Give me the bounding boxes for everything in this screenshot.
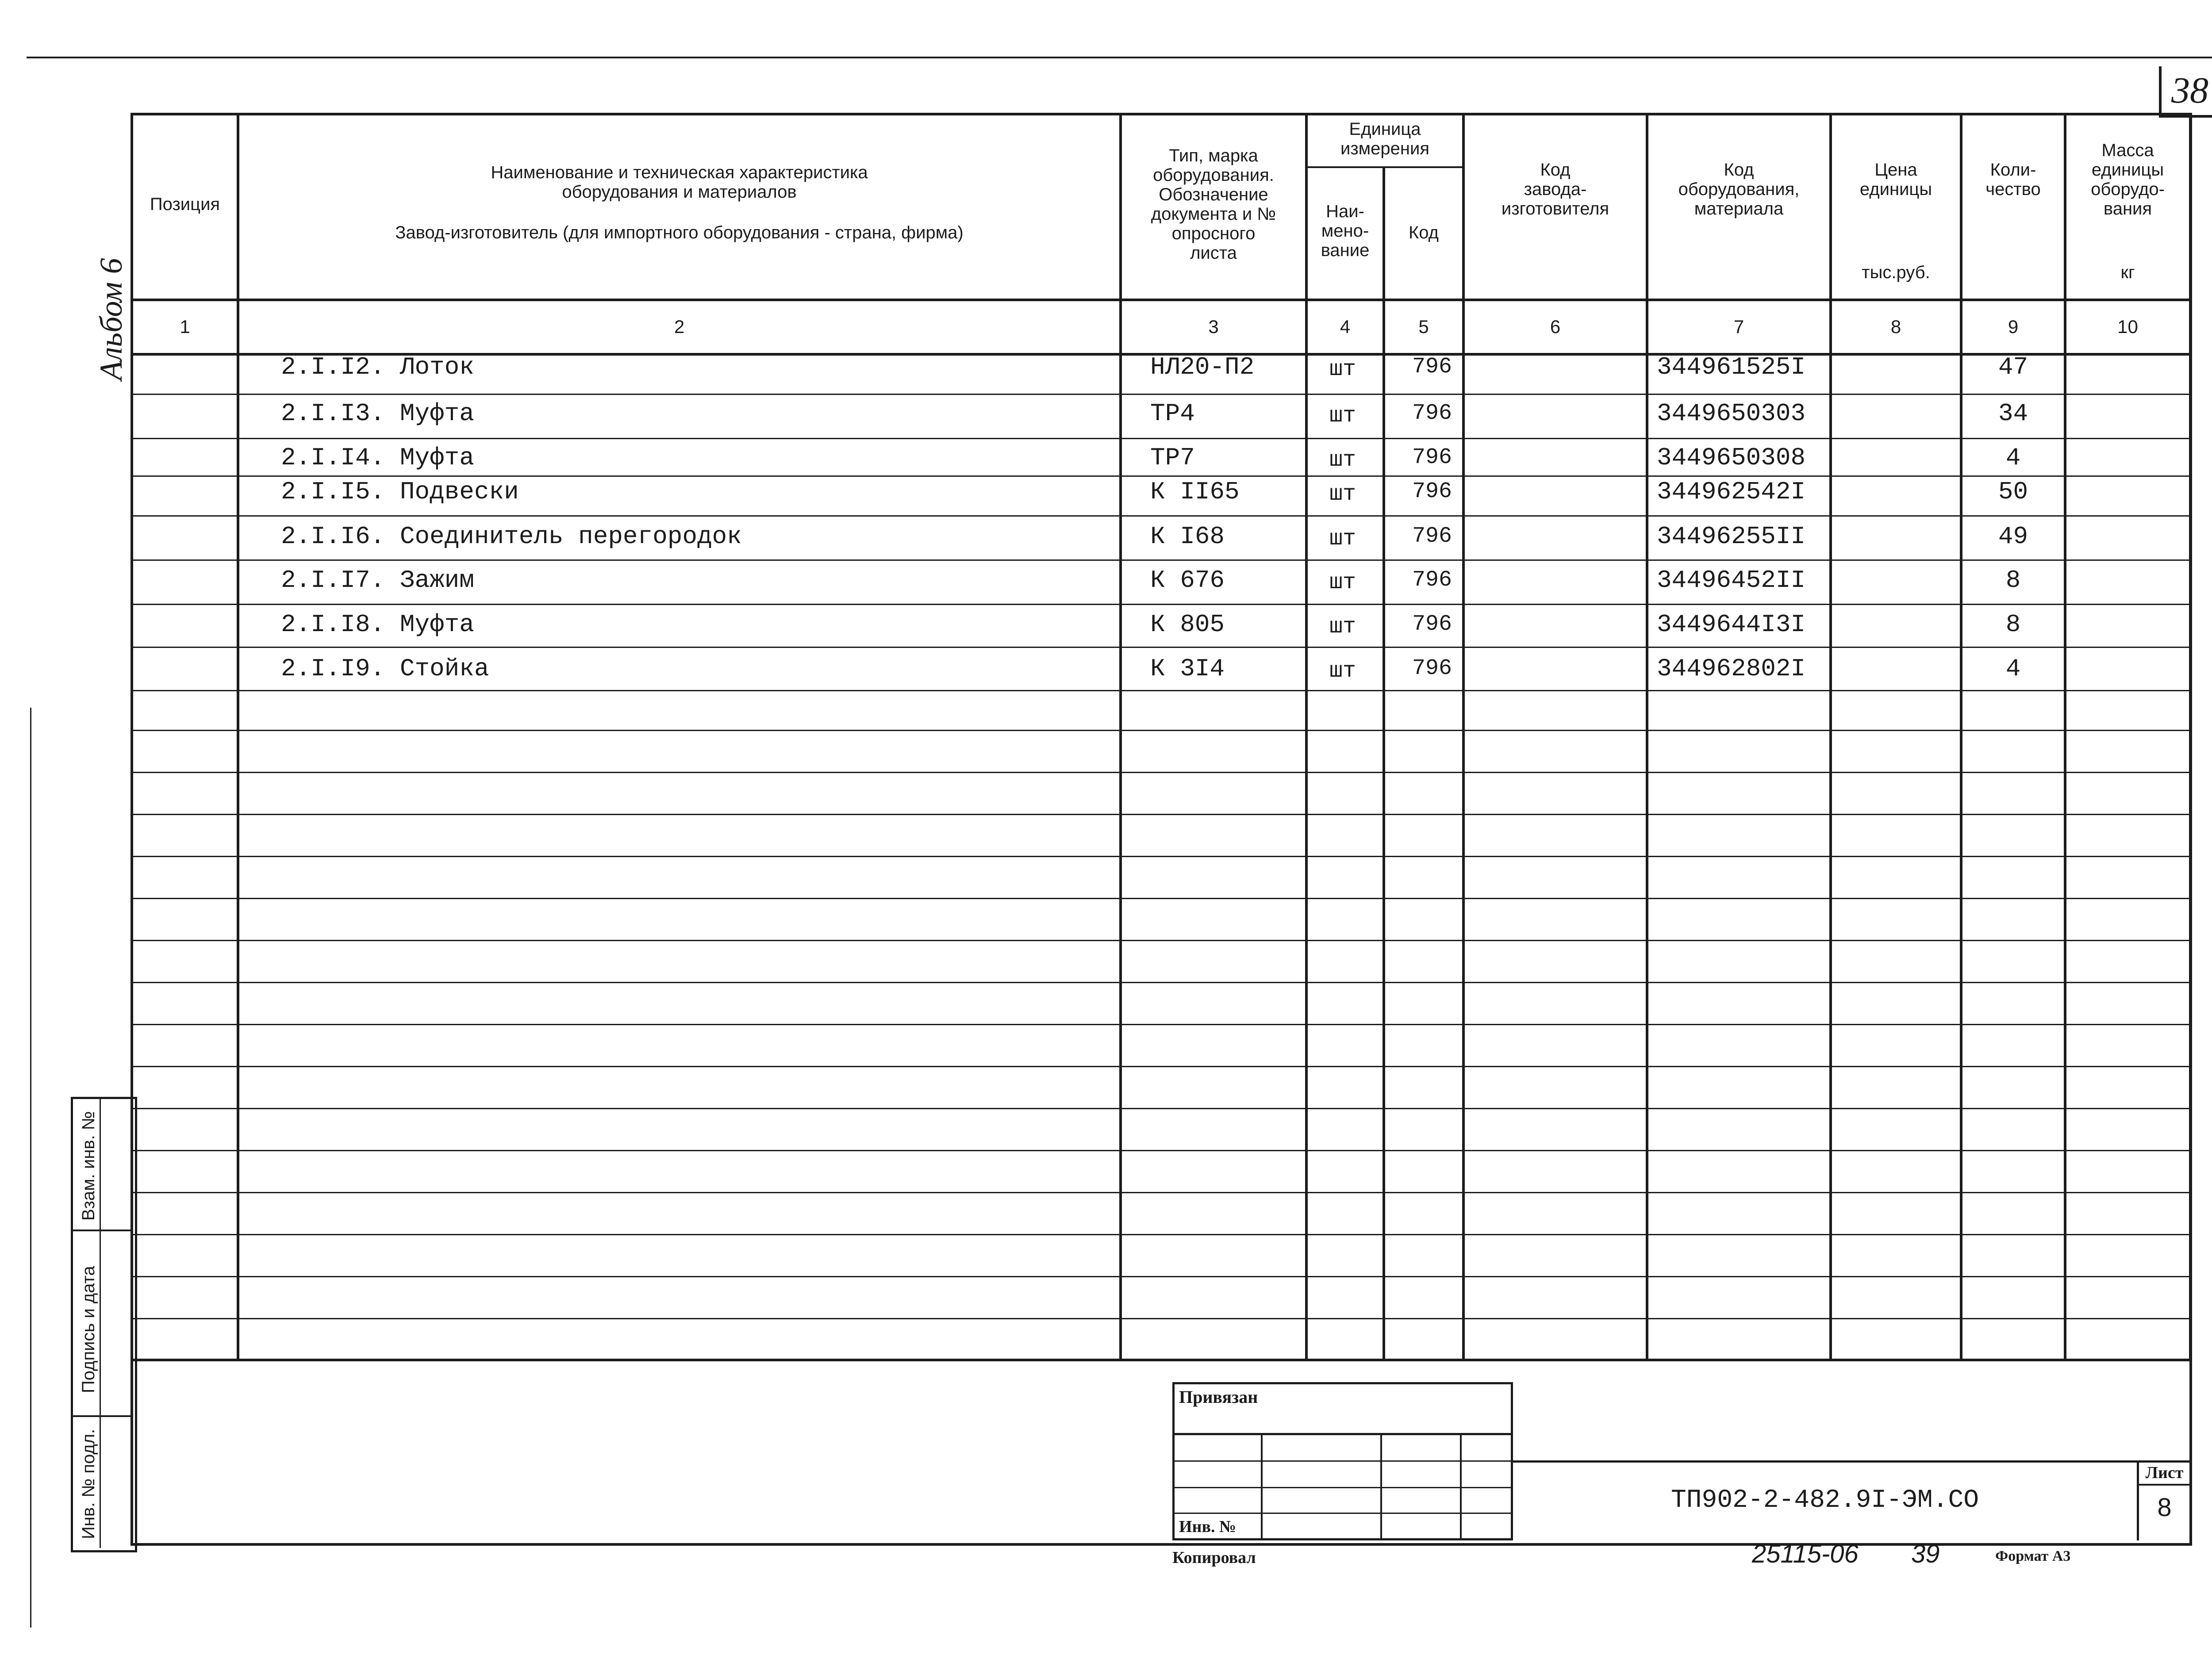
row-separator-line: [131, 394, 2192, 395]
header-price: [1832, 160, 1960, 199]
row-separator-line: [131, 559, 2192, 561]
colnum-9: 9: [2008, 316, 2019, 337]
row-separator-line: [131, 1150, 2192, 1151]
colnum-6: 6: [1550, 316, 1561, 337]
header-name-line2: оборудования и материалов: [562, 182, 797, 202]
header-type-line: опросного: [1171, 224, 1256, 243]
row-name: 2.I.I2. Лоток: [281, 353, 474, 381]
header-unit-group-line: измерения: [1340, 139, 1429, 158]
header-unit-name-line: Наи-: [1326, 202, 1364, 221]
stamp-grid-col-1: [1261, 1435, 1263, 1540]
left-border-line: [30, 708, 31, 1628]
col-line-6: [1646, 113, 1648, 1360]
row-equip-code: 344961525I: [1657, 353, 1806, 381]
row-qty: 4: [2005, 655, 2021, 683]
row-type: К I68: [1150, 522, 1225, 551]
doc-code: ТП902-2-482.9I-ЭМ.СО: [1671, 1486, 1979, 1515]
colnum-4: 4: [1340, 316, 1351, 337]
header-unit-code: Код: [1408, 223, 1439, 242]
stamp-grid-col-2: [1380, 1435, 1382, 1540]
header-price-line: единицы: [1859, 180, 1932, 199]
row-name: 2.I.I3. Муфта: [281, 399, 474, 428]
row-code: 796: [1412, 354, 1452, 379]
row-equip-code: 3449644I3I: [1657, 610, 1806, 639]
header-type-line: оборудования.: [1153, 165, 1274, 185]
list-box-divider: [2137, 1484, 2192, 1486]
album-label: Альбом 6: [93, 258, 129, 380]
header-qty-line: чество: [1985, 180, 2041, 199]
row-unit: шт: [1329, 403, 1356, 429]
row-separator-line: [131, 730, 2192, 731]
side-stamp-podpis: Подпись и дата: [79, 1266, 98, 1393]
footer-kopiroval: Копировал: [1172, 1548, 1256, 1567]
row-separator-line: [131, 1192, 2192, 1193]
row-qty: 50: [1998, 478, 2028, 506]
privyazan-label: Привязан: [1179, 1387, 1258, 1407]
header-type-line: Обозначение: [1159, 185, 1268, 204]
row-name: 2.I.I8. Муфта: [281, 610, 474, 639]
top-border-line: [27, 57, 2212, 58]
header-unit-group-line: Единица: [1349, 119, 1421, 139]
header-unit-name-line: мено-: [1321, 221, 1369, 241]
header-position: Позиция: [150, 195, 220, 214]
row-code: 796: [1412, 524, 1452, 549]
row-code: 796: [1412, 401, 1452, 426]
header-mass-line: вания: [2103, 199, 2152, 218]
side-stamp-divider-1: [71, 1230, 133, 1231]
row-code: 796: [1412, 445, 1452, 470]
header-name-line3: Завод-изготовитель (для импортного оборудования - страна, фирма): [395, 223, 964, 242]
row-type: НЛ20-П2: [1150, 353, 1255, 381]
inv-label: Инв. №: [1179, 1517, 1237, 1536]
row-unit: шт: [1329, 482, 1356, 507]
footer-format: Формат А3: [1995, 1548, 2071, 1564]
row-separator-line: [131, 690, 2192, 691]
side-stamp-inv-podl: Инв. № подл.: [79, 1429, 98, 1539]
page-number: 38: [2171, 70, 2208, 111]
row-separator-line: [131, 475, 2192, 477]
row-equip-code: 344962542I: [1657, 478, 1806, 506]
row-qty: 8: [2005, 566, 2021, 594]
header-mass-line: Масса: [2101, 141, 2154, 160]
title-block-top-line: [1513, 1460, 2192, 1463]
header-qty-line: Коли-: [1990, 160, 2036, 180]
row-separator-line: [131, 856, 2192, 857]
side-stamp-vzam: Взам. инв. №: [79, 1111, 98, 1221]
row-separator-line: [131, 647, 2192, 648]
header-equip-code: [1648, 160, 1829, 218]
row-separator-line: [131, 1276, 2192, 1277]
row-separator-line: [131, 814, 2192, 815]
table-body-end-line: [131, 1359, 2192, 1361]
row-qty: 47: [1998, 353, 2028, 381]
col-line-9: [2064, 113, 2066, 1360]
colnum-5: 5: [1418, 316, 1429, 337]
list-number: 8: [2157, 1493, 2172, 1522]
col-line-4: [1382, 166, 1385, 1360]
colnum-8: 8: [1890, 316, 1901, 337]
header-mass-line: единицы: [2091, 160, 2164, 180]
header-type-line: документа и №: [1151, 204, 1276, 224]
colnum-7: 7: [1733, 316, 1744, 337]
row-separator-line: [131, 898, 2192, 899]
col-line-2: [1119, 113, 1122, 1360]
row-separator-line: [131, 604, 2192, 605]
row-separator-line: [131, 1318, 2192, 1319]
colnum-3: 3: [1208, 316, 1219, 337]
header-price-unit: тыс.руб.: [1862, 263, 1930, 282]
header-factory-code-line: изготовителя: [1501, 199, 1609, 218]
header-type-line: Тип, марка: [1169, 146, 1258, 165]
row-name: 2.I.I7. Зажим: [281, 566, 474, 594]
header-equip-code-line: оборудования,: [1678, 180, 1800, 199]
row-separator-line: [131, 1066, 2192, 1067]
row-code: 796: [1412, 567, 1452, 593]
stamp-grid-row-2: [1172, 1487, 1513, 1488]
col-line-8: [1960, 113, 1962, 1360]
stamp-grid-col-3: [1460, 1435, 1462, 1540]
colnum-1: 1: [180, 316, 190, 337]
header-factory-code: [1465, 160, 1646, 218]
row-equip-code: 3449650303: [1657, 399, 1806, 428]
header-name-line1: Наименование и техническая характеристика: [491, 163, 868, 182]
row-equip-code: 3449650308: [1657, 444, 1806, 472]
row-separator-line: [131, 1234, 2192, 1235]
header-unit-name-line: вание: [1321, 241, 1370, 260]
footer-order: 25115-06: [1752, 1540, 1859, 1568]
row-unit: шт: [1329, 614, 1356, 640]
header-equip-code-line: Код: [1724, 160, 1754, 180]
row-separator-line: [131, 982, 2192, 983]
col-line-5: [1462, 113, 1465, 1360]
header-type-line: листа: [1190, 243, 1237, 263]
row-separator-line: [131, 1108, 2192, 1109]
row-name: 2.I.I6. Соединитель перегородок: [281, 522, 742, 551]
col-line-1: [237, 113, 239, 1360]
row-unit: шт: [1329, 357, 1356, 382]
col-line-7: [1829, 113, 1832, 1360]
row-qty: 8: [2005, 610, 2021, 639]
row-unit: шт: [1329, 570, 1356, 595]
row-code: 796: [1412, 612, 1452, 637]
header-mass-line: оборудо-: [2091, 180, 2165, 199]
row-qty: 4: [2005, 444, 2021, 472]
colnum-2: 2: [674, 316, 685, 337]
row-unit: шт: [1329, 659, 1356, 684]
row-equip-code: 34496255II: [1657, 522, 1806, 551]
stamp-grid-row-1: [1172, 1460, 1513, 1462]
row-equip-code: 34496452II: [1657, 566, 1806, 594]
row-separator-line: [131, 438, 2192, 439]
row-code: 796: [1412, 479, 1452, 504]
header-equip-code-line: материала: [1694, 199, 1784, 218]
row-name: 2.I.I9. Стойка: [281, 655, 489, 683]
header-factory-code-line: завода-: [1524, 180, 1587, 199]
header-qty: [1962, 160, 2064, 199]
row-type: К 3I4: [1150, 655, 1225, 683]
row-separator-line: [131, 1024, 2192, 1025]
row-type: К II65: [1150, 478, 1240, 506]
row-code: 796: [1412, 656, 1452, 681]
row-name: 2.I.I4. Муфта: [281, 444, 474, 472]
footer-sheet: 39: [1911, 1540, 1940, 1568]
header-price-line: Цена: [1874, 160, 1917, 180]
colnum-10: 10: [2117, 316, 2138, 337]
header-type: [1122, 146, 1305, 263]
row-equip-code: 344962802I: [1657, 655, 1806, 683]
col-line-3: [1305, 113, 1308, 1360]
row-separator-line: [131, 940, 2192, 941]
list-label: Лист: [2145, 1463, 2184, 1482]
col-line-10: [2189, 113, 2192, 1360]
row-qty: 49: [1998, 522, 2028, 551]
row-separator-line: [131, 772, 2192, 773]
header-mass: [2066, 141, 2189, 218]
row-type: ТР4: [1150, 399, 1195, 428]
row-separator-line: [131, 515, 2192, 517]
row-type: К 805: [1150, 610, 1225, 639]
header-factory-code-line: Код: [1540, 160, 1571, 180]
row-unit: шт: [1329, 526, 1356, 552]
row-type: ТР7: [1150, 444, 1195, 472]
header-unit-group: [1308, 119, 1462, 158]
row-unit: шт: [1329, 448, 1356, 473]
header-mass-unit: кг: [2120, 263, 2135, 282]
row-name: 2.I.I5. Подвески: [281, 478, 519, 506]
row-qty: 34: [1998, 399, 2028, 428]
stamp-grid-row-3: [1172, 1513, 1513, 1514]
header-unit-name: [1308, 202, 1382, 260]
header-bottom-line: [131, 299, 2192, 301]
row-type: К 676: [1150, 566, 1225, 594]
side-stamp-divider-2: [71, 1415, 133, 1417]
side-stamp-inner-line: [100, 1097, 101, 1548]
